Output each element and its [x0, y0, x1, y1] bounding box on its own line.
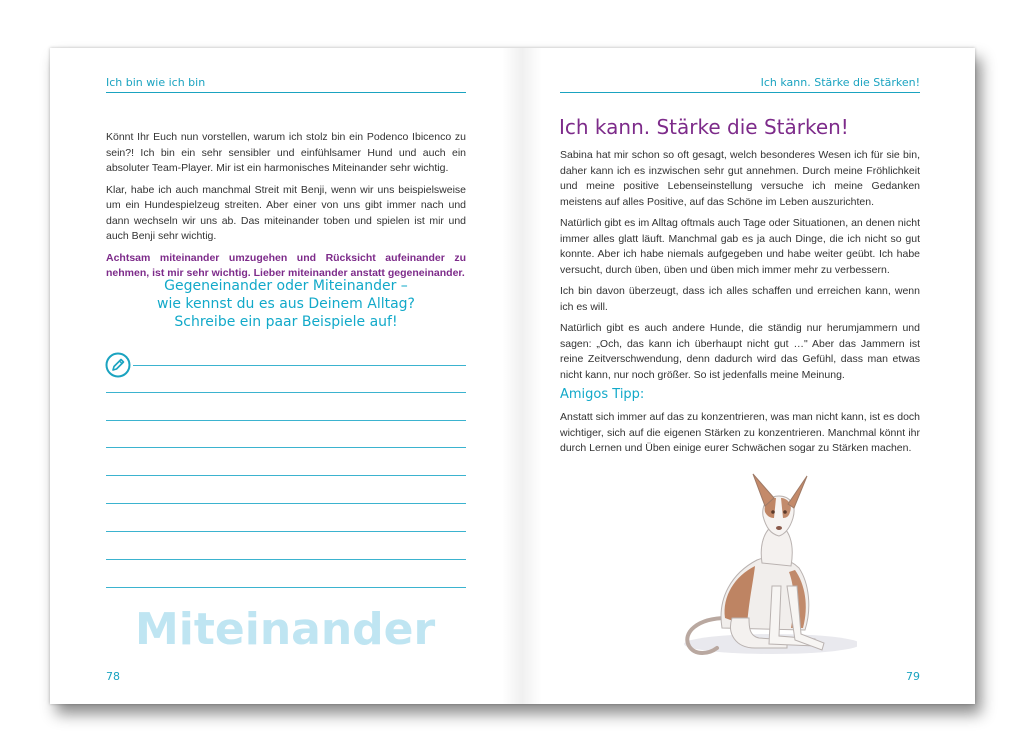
writing-line[interactable] — [133, 365, 466, 366]
writing-line[interactable] — [106, 531, 466, 532]
running-head-left: Ich bin wie ich bin — [106, 76, 466, 93]
question-line: Gegeneinander oder Miteinander – — [164, 278, 408, 294]
running-head-right: Ich kann. Stärke die Stärken! — [560, 76, 920, 93]
page-number-left: 78 — [106, 670, 120, 683]
open-book-spread — [50, 48, 975, 704]
page-number-right: 79 — [906, 670, 920, 683]
writing-line[interactable] — [106, 475, 466, 476]
left-body-text — [106, 130, 466, 288]
pencil-icon — [105, 352, 131, 378]
question-line: Schreibe ein paar Beispiele auf! — [174, 314, 398, 330]
tip-title: Amigos Tipp: — [560, 387, 645, 402]
tip-paragraph: Anstatt sich immer auf das zu konzentrieren, was man nicht kann, ist es doch wichtiger, sich auf die eigenen Stärken zu konzentrieren. Manchmal könnt ihr durch Lernen und Üben einige eurer Schwächen sogar zu Stärken machen. — [560, 411, 920, 454]
writing-line[interactable] — [106, 587, 466, 588]
question-line: wie kennst du es aus Deinem Alltag? — [157, 296, 415, 312]
paragraph: Sabina hat mir schon so oft gesagt, welch besonderes Wesen ich für sie bin, daher kann ich es inzwischen sehr gut annehmen. Durch meine Fröhlichkeit und meine positive Lebenseinstellung versuche ich meine Gedanken meistens auf alles Positive, auf das Schöne im Leben auszurichten. — [560, 149, 920, 208]
paragraph: Natürlich gibt es im Alltag oftmals auch Tage oder Situationen, an denen nicht immer alles glatt läuft. Manchmal gab es ja auch Dinge, die ich nicht so gut konnte. Aber ich habe niemals aufgegeben und habe weiter geübt. Ich habe versucht, durch üben, üben und üben mich immer mehr zu verbessern. — [560, 217, 920, 276]
writing-line[interactable] — [106, 559, 466, 560]
paragraph: Natürlich gibt es auch andere Hunde, die ständig nur herumjammern und sagen: „Och, das kann ich überhaupt nicht gut …" Aber das Jammern ist reine Zeitverschwendung, denn dadurch wird das Gefühl, dass man etwas nicht kann, nur noch größer. So ist jedenfalls meine Meinung. — [560, 322, 920, 381]
writing-line[interactable] — [106, 420, 466, 421]
emphasis-paragraph: Achtsam miteinander umzugehen und Rücksicht aufeinander zu nehmen, ist mir sehr wichtig. Lieber miteinander anstatt gegeneinander. — [106, 251, 466, 279]
paragraph: Könnt Ihr Euch nun vorstellen, warum ich stolz bin ein Podenco Ibicenco zu sein?! Ich bin ein sehr sensibler und einfühlsamer Hund und auch ein absoluter Team-Player. Mir ist ein harmonisches Miteinander sehr wichtig. — [106, 131, 466, 174]
paragraph: Ich bin davon überzeugt, dass ich alles schaffen und erreichen kann, wenn ich es will. — [560, 285, 920, 313]
chapter-title: Ich kann. Stärke die Stärken! — [559, 115, 849, 139]
paragraph: Klar, habe ich auch manchmal Streit mit Benji, wenn wir uns beispielsweise um ein Hundespielzeug streiten. Aber einer von uns gibt immer nach und dann wechseln wir uns ab. Das miteinander toben und spielen ist mir und auch Benji sehr wichtig. — [106, 183, 466, 242]
watermark-word: Miteinander — [135, 604, 436, 655]
writing-line[interactable] — [106, 447, 466, 448]
left-page — [50, 48, 512, 704]
dog-illustration — [677, 468, 857, 668]
right-body-text — [560, 148, 920, 389]
writing-line[interactable] — [106, 503, 466, 504]
exercise-question — [110, 277, 462, 331]
tip-text — [560, 410, 920, 463]
right-page — [512, 48, 975, 704]
writing-line[interactable] — [106, 392, 466, 393]
